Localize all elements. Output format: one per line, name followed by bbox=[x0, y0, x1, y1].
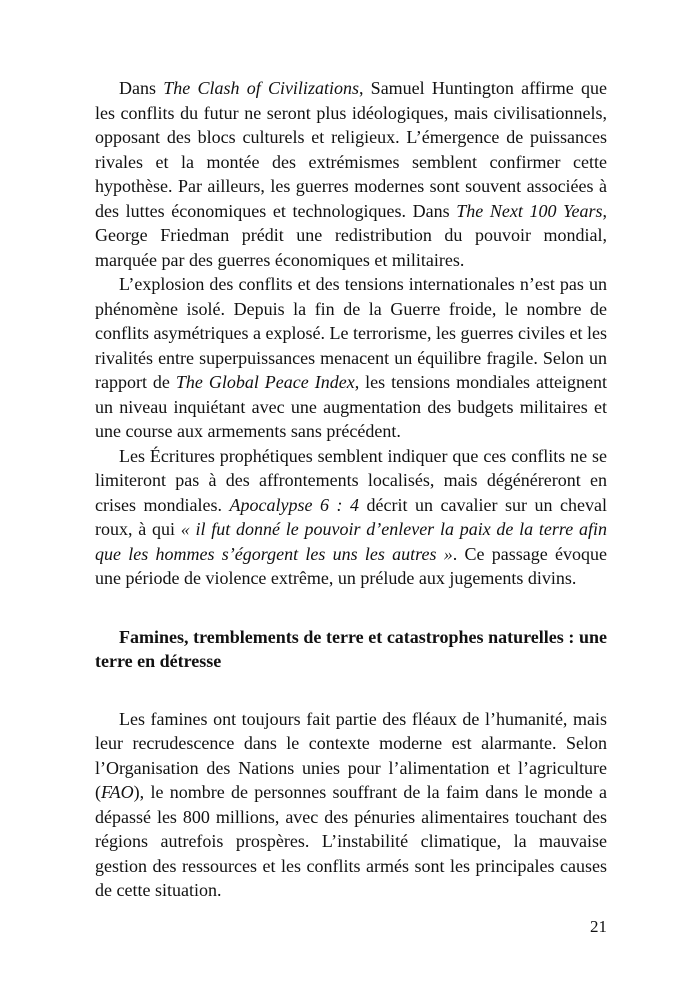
text-run: ), le nombre de personnes souffrant de la faim dans le monde a dépassé les 800 millions, avec des pénuries alimentaires touchant des régions autrefois prospères. L’instabilité climatique, la mauvaise gestion des ressources et les conflits armés sont les principales causes de cette situation. bbox=[95, 782, 607, 900]
acronym: FAO bbox=[101, 782, 134, 802]
text-run: , Samuel Huntington affirme que les conflits du futur ne seront plus idéologiques, mais civilisationnels, opposant des blocs culturels et religieux. L’émergence de puissances rivales et la montée des extrémismes semblent confirmer cette hypothèse. Par ailleurs, les guerres modernes sont souvent associées à des luttes économiques et technologiques. Dans bbox=[95, 78, 607, 221]
text-run: Les Écritures prophétiques semblent indiquer que ces conflits ne se limiteront pas à des affrontements localisés, mais dégénéreront en crises mondiales. bbox=[95, 445, 607, 515]
scripture-reference: Apocalypse 6 : 4 bbox=[229, 494, 360, 515]
scripture-quote: « il fut donné le pouvoir d’enlever la paix de la terre afin que les hommes s’égorgent les uns les autres » bbox=[95, 519, 608, 564]
book-title: The Next 100 Years bbox=[456, 200, 603, 221]
page-number: 21 bbox=[590, 917, 607, 936]
text-run: décrit un cavalier sur un cheval roux, à qui bbox=[95, 494, 607, 539]
page-body bbox=[95, 76, 607, 903]
paragraph-prophecy bbox=[95, 444, 607, 591]
paragraph-conflicts bbox=[95, 272, 607, 444]
report-title: The Global Peace Index bbox=[175, 372, 355, 392]
text-run: L’explosion des conflits et des tensions internationales n’est pas un phénomène isolé. Depuis la fin de la Guerre froide, le nombre de conflits asymétriques a explosé. Le terrorisme, les guerres civiles et les rivalités entre superpuissances menacent un équilibre fragile. Selon un rapport de bbox=[95, 274, 607, 392]
book-title: The Clash of Civilizations bbox=[163, 78, 359, 98]
section-heading: Famines, tremblements de terre et catastrophes naturelles : une terre en détresse bbox=[95, 626, 607, 671]
paragraph-huntington bbox=[95, 76, 607, 272]
text-run: . Ce passage évoque une période de violence extrême, un prélude aux jugements divins. bbox=[95, 543, 607, 588]
text-run: Les famines ont toujours fait partie des fléaux de l’humanité, mais leur recrudescence dans le contexte moderne est alarmante. Selon l’Organisation des Nations unies pour l’alimentation et l’agriculture ( bbox=[95, 708, 607, 802]
paragraph-famines bbox=[95, 707, 607, 903]
text-run: , les tensions mondiales atteignent un niveau inquiétant avec une augmentation des budgets militaires et une course aux armements sans précédent. bbox=[95, 372, 607, 441]
text-run: , George Friedman prédit une redistribution du pouvoir mondial, marquée par des guerres économiques et militaires. bbox=[95, 200, 607, 270]
text-run: Dans bbox=[119, 78, 164, 98]
